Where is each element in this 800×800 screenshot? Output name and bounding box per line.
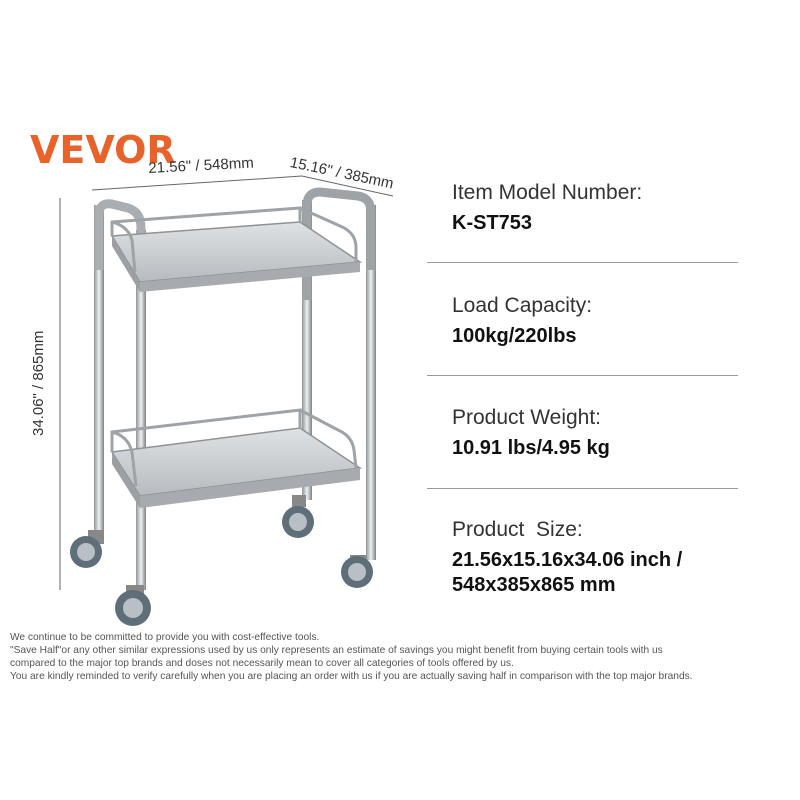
height-dimension: 34.06" / 865mm bbox=[30, 330, 47, 436]
divider bbox=[427, 375, 738, 376]
spec-value: K-ST753 bbox=[452, 212, 533, 234]
disclaimer-line: We continue to be committed to provide you with cost-effective tools. bbox=[10, 632, 320, 643]
width-dimension: 21.56" / 548mm bbox=[148, 154, 255, 177]
spec-weight bbox=[452, 406, 742, 461]
spec-model bbox=[452, 181, 742, 236]
vevor-logo: VEVOR bbox=[30, 128, 176, 172]
depth-dimension: 15.16" / 385mm bbox=[288, 154, 396, 193]
spec-size bbox=[452, 518, 742, 598]
spec-label: Item Model Number: bbox=[452, 181, 643, 204]
spec-label: Load Capacity: bbox=[452, 294, 593, 317]
spec-value: 10.91 lbs/4.95 kg bbox=[452, 437, 610, 459]
disclaimer-line: "Save Half"or any other similar expressions used by us only represents an estimate of savings you might benefit from buying certain tools with us bbox=[10, 645, 663, 656]
spec-value: 100kg/220lbs bbox=[452, 325, 577, 347]
divider bbox=[427, 488, 738, 489]
spec-label: Product Size: bbox=[452, 518, 583, 541]
disclaimer-line: compared to the major top brands and doses not necessarily mean to cover all categories of tools offered by us. bbox=[10, 658, 514, 669]
spec-value: 21.56x15.16x34.06 inch / bbox=[452, 549, 683, 571]
spec-value-line2: 548x385x865 mm bbox=[452, 574, 616, 596]
spec-label: Product Weight: bbox=[452, 406, 602, 429]
disclaimer-line: You are kindly reminded to verify carefully when you are placing an order with us if you are actually saving half in comparison with the top major brands. bbox=[10, 671, 693, 682]
divider bbox=[427, 262, 738, 263]
caster-wheels bbox=[70, 495, 373, 626]
spec-load-capacity bbox=[452, 294, 742, 349]
disclaimer bbox=[10, 631, 795, 683]
trolley-cart-image bbox=[0, 0, 420, 640]
